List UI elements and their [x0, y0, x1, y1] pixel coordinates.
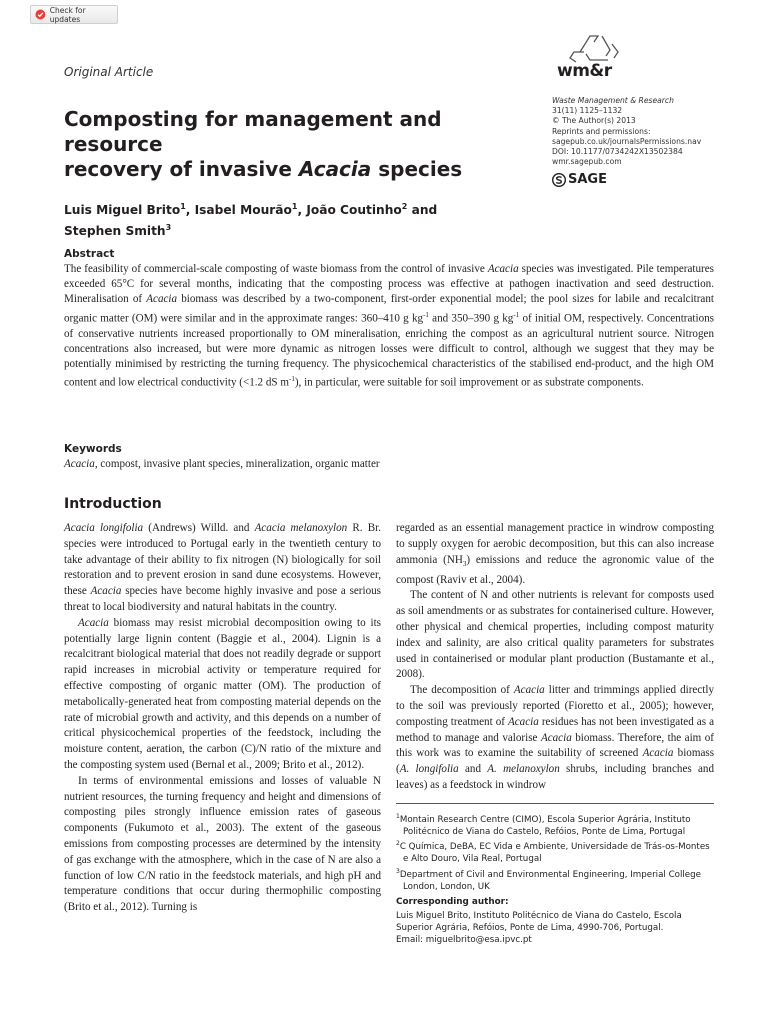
author-list: [64, 198, 484, 240]
affiliation-marker: 1: [396, 813, 400, 820]
check-for-updates-button[interactable]: [30, 5, 118, 24]
article-type-label: Original Article: [64, 65, 154, 79]
author-name[interactable]: Isabel Mourão: [194, 203, 292, 218]
abstract-text: [64, 262, 714, 391]
text-segment: residues has not been investigated as a method to manage and valorise: [396, 715, 714, 744]
italic-term: Acacia: [507, 715, 539, 728]
affiliation-marker: 2: [396, 840, 400, 848]
affiliation-text: C Química, DeBA, EC Vida e Ambiente, Universidade de Trás-os-Montes e Alto Douro, Vila Real, Portugal: [399, 842, 710, 865]
abstract-superscript: -1: [289, 375, 295, 384]
footnote-divider: [396, 803, 714, 804]
body-column-left: [64, 521, 381, 916]
italic-term: Acacia: [513, 684, 545, 697]
paragraph: [396, 521, 714, 588]
text-segment: and: [458, 763, 488, 776]
abstract-italic: Acacia: [487, 263, 519, 275]
corresponding-author-heading: Corresponding author:: [396, 897, 509, 907]
author-separator: ,: [297, 203, 307, 218]
journal-logo-text: wm&r: [557, 61, 612, 81]
journal-copyright: © The Author(s) 2013: [552, 116, 636, 126]
affiliation-text: Department of Civil and Environmental Engineering, Imperial College London, London, UK: [399, 869, 702, 892]
journal-reprints: Reprints and permissions:: [552, 126, 651, 136]
text-segment: biomass (: [396, 747, 715, 776]
text-segment: biomass may resist microbial decomposition owing to its potentially large lignin content (Baggie et al., 2004). Lignin is a recalcitrant biological material that does not readily degrade or support rapid increases in microbial activity or temperature required for effective composting of organic matter (OM). The production of metabolically-generated heat from composting material depends on the rate of microbial growth and activity, and this depends on a number of critical physicochemical properties of the feedstock, including the moisture content, aeration, the carbon (C)/N ratio of the mixture and the composting system used (Bernal et al., 2009; Brito et al., 2012).: [64, 616, 381, 771]
text-segment: The decomposition of: [410, 684, 514, 697]
abstract-segment: biomass was described by a two-component, first-order exponential model; the pool sizes for labile and recalcitrant organic matter (OM) were similar and in the approximate ranges: 360–410 g kg: [64, 293, 714, 325]
subscript: 3: [462, 559, 467, 568]
abstract-segment: ), in particular, were suitable for soil improvement or as substrate components.: [294, 376, 644, 389]
text-segment: litter and trimmings applied directly to the soil was previously reported (Fioretto et al., 2005); however, composting treatment of: [396, 684, 714, 728]
title-line-2-start: recovery of invasive: [64, 157, 299, 181]
keyword-italic: Acacia: [64, 458, 95, 470]
check-for-updates-icon: [35, 9, 46, 20]
abstract-superscript: -1: [423, 310, 429, 319]
abstract-italic: Acacia: [146, 293, 178, 306]
affiliation-text: Montain Research Centre (CIMO), Escola Superior Agrária, Instituto Politécnico de Viana do Castelo, Refóios, Ponte de Lima, Portugal: [399, 814, 691, 837]
text-segment: (Andrews) Willd. and: [143, 522, 255, 534]
affiliation-item: [396, 866, 714, 893]
italic-term: A. longifolia: [399, 763, 459, 776]
italic-term: Acacia longifolia: [64, 522, 144, 534]
affiliation-item: [396, 838, 714, 865]
text-segment: R. Br. species were introduced to Portugal early in the twentieth century to take advantage of their ability to fix nitrogen (N) biologically for soil restoration and to prevent erosion in sand dune ecosystems. However, these: [64, 522, 381, 598]
keywords-heading: Keywords: [64, 443, 122, 455]
corresponding-author-details: [396, 910, 714, 946]
sage-logo-icon: [552, 173, 566, 187]
check-for-updates-label: Check for updates: [49, 5, 86, 24]
text-segment: shrubs, including branches and leaves) as a feedstock in windrow: [396, 763, 714, 791]
paragraph: The content of N and other nutrients is relevant for composts used as soil amendments or as substrates for containerised culture. However, other physical and chemical properties, including compost maturity index and salinity, are also critical quality parameters for substrates used in containerised or modular plant production (Bustamante et al., 2008).: [396, 589, 714, 681]
title-line-2-end: species: [371, 157, 463, 181]
text-segment: biomass. Therefore, the aim of this work was to examine the suitability of screened: [396, 731, 715, 760]
publisher-logo: [552, 172, 607, 187]
author-separator: ,: [185, 203, 195, 218]
abstract-segment: The feasibility of commercial-scale composting of waste biomass from the control of invasive: [64, 263, 488, 275]
text-segment: ) emissions and reduce the agronomic value of the compost (Raviv et al., 2004).: [396, 553, 714, 586]
keywords-text: [64, 457, 714, 472]
paragraph: [396, 683, 714, 794]
author-separator: and: [407, 203, 438, 218]
italic-term: Acacia: [642, 747, 674, 760]
author-name[interactable]: Luis Miguel Brito: [64, 203, 181, 218]
paragraph: [64, 616, 381, 774]
author-name[interactable]: Stephen Smith: [64, 224, 166, 239]
abstract-segment: of initial OM, respectively. Concentrations of conservative nutrients increased proportionally to OM mineralisation, enriching the compost as an agricultural nutrient source. Nitrogen concentrations also increased, but were more dynamic as nitrogen losses were difficult to control, although we suggest that they may be potentially minimised by restricting the turning frequency. The physicochemical characteristics of the stabilised end-product, and the high OM content and low electrical conductivity (<1.2 dS m: [64, 312, 714, 389]
abstract-segment: and 350–390 g kg: [428, 312, 514, 325]
text-segment: regarded as an essential management practice in windrow composting to supply oxygen for aerobic decomposition, but this can also increase ammonia (NH: [396, 522, 714, 566]
paragraph: In terms of environmental emissions and losses of valuable N nutrient resources, the turning frequency and height and dimensions of composting piles strongly influence emission rates of gaseous components (Fukumoto et al., 2003). The extent of the gaseous emissions from composting processes are determined by the intensity of gas exchange with the atmosphere, which in the case of N are also a function of low C/N ratio in the feedstock materials, and high pH and temperature conditions that occur during thermophilic composting (Brito et al., 2012). Turning is: [64, 774, 381, 914]
italic-term: Acacia melanoxylon: [254, 522, 348, 534]
journal-citation: 31(11) 1125–1132: [552, 106, 623, 116]
journal-info: [552, 96, 762, 167]
publisher-name: SAGE: [568, 172, 607, 187]
affiliation-item: [396, 811, 714, 838]
corresponding-author-email[interactable]: Email: miguelbrito@esa.ipvc.pt: [396, 935, 532, 945]
corresponding-author-address: Luis Miguel Brito, Instituto Politécnico de Viana do Castelo, Escola Superior Agrária, Refóios, Ponte de Lima, 4990-706, Portugal.: [396, 911, 682, 933]
abstract-segment: species was investigated. Pile temperatures exceeded 65°C for several months, indicating that the composting process was effective at pathogen inactivation and seed destruction. Mineralisation of: [64, 263, 714, 306]
title-italic-genus: Acacia: [298, 157, 372, 181]
journal-doi[interactable]: DOI: 10.1177/0734242X13502384: [552, 147, 683, 157]
author-name[interactable]: João Coutinho: [306, 203, 402, 218]
journal-name: Waste Management & Research: [552, 96, 674, 105]
italic-term: Acacia: [78, 616, 109, 629]
keywords-list: , compost, invasive plant species, mineralization, organic matter: [94, 458, 380, 470]
author-affiliation-marker: 2: [401, 202, 408, 211]
body-column-right: [396, 521, 714, 794]
italic-term: A. melanoxylon: [487, 763, 560, 776]
author-affiliation-marker: 3: [165, 223, 172, 233]
paragraph: [64, 521, 381, 616]
italic-term: Acacia: [540, 731, 572, 744]
italic-term: Acacia: [90, 585, 122, 598]
abstract-superscript: -1: [513, 310, 520, 319]
text-segment: species have become highly invasive and pose a serious threat to local biodiversity and natural habitats in the country.: [64, 585, 381, 613]
article-title: [64, 107, 534, 182]
affiliations: [396, 811, 714, 893]
title-line-1: Composting for management and resource: [64, 107, 442, 156]
journal-reprints-link[interactable]: sagepub.co.uk/journalsPermissions.nav: [552, 136, 702, 146]
introduction-heading: Introduction: [64, 496, 162, 512]
author-affiliation-marker: 1: [291, 202, 298, 211]
affiliation-marker: 3: [396, 867, 400, 875]
abstract-heading: Abstract: [64, 248, 115, 260]
author-affiliation-marker: 1: [180, 202, 186, 211]
journal-site-link[interactable]: wmr.sagepub.com: [552, 157, 622, 167]
